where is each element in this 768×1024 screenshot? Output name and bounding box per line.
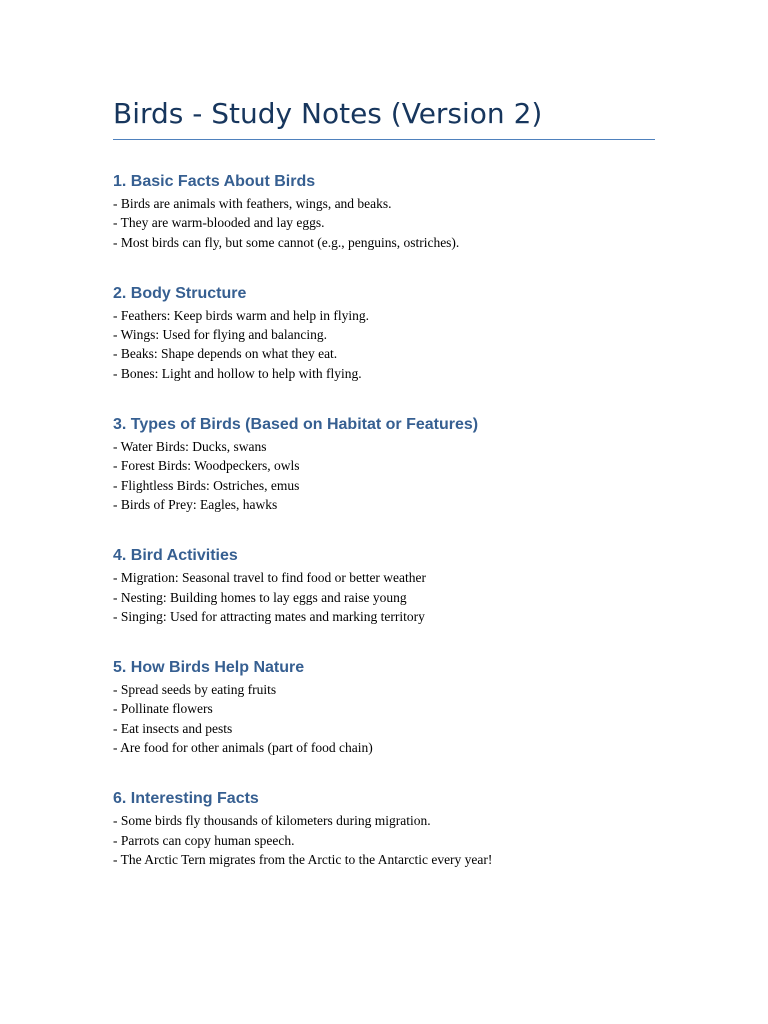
list-item: - Nesting: Building homes to lay eggs and raise young: [113, 589, 407, 605]
list-item: - Eat insects and pests: [113, 720, 233, 736]
section-heading: 3. Types of Birds (Based on Habitat or Features): [113, 416, 479, 434]
title-underline: [113, 139, 655, 140]
section-bird-activities: [113, 546, 655, 626]
section-heading: 1. Basic Facts About Birds: [113, 173, 316, 190]
list-item: - Most birds can fly, but some cannot (e.g., penguins, ostriches).: [113, 234, 460, 250]
list-item: - Flightless Birds: Ostriches, emus: [113, 477, 300, 493]
section-heading: 4. Bird Activities: [113, 547, 238, 565]
list-item: - Singing: Used for attracting mates and marking territory: [113, 608, 425, 624]
list-item: - Are food for other animals (part of food chain): [113, 740, 373, 756]
section-basic-facts: [113, 172, 655, 252]
section-heading: 6. Interesting Facts: [113, 790, 259, 808]
document-body: [113, 94, 655, 901]
section-how-birds-help: [113, 658, 655, 757]
list-item: - Feathers: Keep birds warm and help in flying.: [113, 307, 370, 323]
section-list: [113, 194, 655, 252]
list-item: - Migration: Seasonal travel to find food or better weather: [113, 570, 427, 586]
list-item: - Beaks: Shape depends on what they eat.: [113, 346, 338, 362]
list-item: - Some birds fly thousands of kilometers during migration.: [113, 813, 431, 829]
section-types-of-birds: [113, 415, 655, 514]
section-body-structure: [113, 284, 655, 383]
section-heading: 5. How Birds Help Nature: [113, 659, 305, 677]
list-item: - Wings: Used for flying and balancing.: [113, 327, 328, 343]
list-item: - Forest Birds: Woodpeckers, owls: [113, 458, 300, 474]
document-title: Birds - Study Notes (Version 2): [113, 97, 543, 130]
section-list: [113, 811, 655, 869]
section-list: [113, 568, 655, 626]
list-item: - They are warm-blooded and lay eggs.: [113, 215, 325, 231]
list-item: - Parrots can copy human speech.: [113, 832, 295, 848]
section-heading: 2. Body Structure: [113, 284, 247, 302]
section-list: [113, 437, 655, 514]
list-item: - Water Birds: Ducks, swans: [113, 439, 267, 455]
list-item: - Pollinate flowers: [113, 701, 213, 717]
list-item: - Birds are animals with feathers, wings, and beaks.: [113, 196, 392, 211]
list-item: - Birds of Prey: Eagles, hawks: [113, 496, 278, 512]
list-item: - Bones: Light and hollow to help with flying.: [113, 365, 362, 381]
section-list: [113, 680, 655, 757]
section-interesting-facts: [113, 789, 655, 869]
section-list: [113, 306, 655, 383]
list-item: - The Arctic Tern migrates from the Arctic to the Antarctic every year!: [113, 851, 493, 867]
list-item: - Spread seeds by eating fruits: [113, 682, 277, 698]
